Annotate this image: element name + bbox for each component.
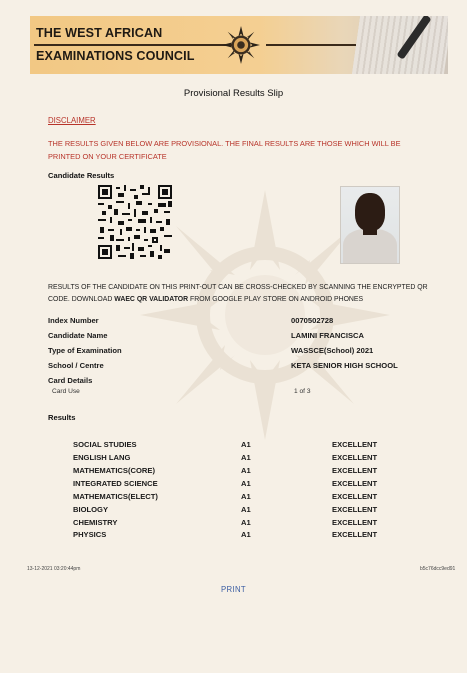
result-remark: EXCELLENT — [332, 479, 378, 488]
verification-text-1: RESULTS OF THE CANDIDATE ON THIS PRINT-OUT CAN BE CROSS-CHECKED BY SCANNING THE ENCRYPTED QR CODE. DOWNLOAD — [48, 284, 428, 303]
index-number-value: 0070502728 — [291, 316, 334, 325]
result-grade: A1 — [241, 505, 251, 514]
card-use-label: Card Use — [52, 388, 80, 395]
banner-rule-right — [266, 44, 356, 46]
result-remark: EXCELLENT — [332, 505, 378, 514]
result-subject: ENGLISH LANG — [73, 453, 131, 462]
verification-note — [48, 282, 428, 305]
school-centre-value: KETA SENIOR HIGH SCHOOL — [291, 361, 398, 370]
candidate-name-label: Candidate Name — [48, 331, 108, 340]
result-grade: A1 — [241, 453, 251, 462]
photo-face — [355, 193, 385, 231]
result-remark: EXCELLENT — [332, 453, 378, 462]
result-row — [73, 530, 393, 542]
validator-app-name: WAEC QR VALIDATOR — [114, 295, 189, 303]
result-remark: EXCELLENT — [332, 466, 378, 475]
exam-type-label: Type of Examination — [48, 346, 122, 355]
result-remark: EXCELLENT — [332, 518, 378, 527]
card-details-label: Card Details — [48, 376, 93, 385]
result-remark: EXCELLENT — [332, 440, 378, 449]
exam-type-value: WASSCE(School) 2021 — [291, 346, 374, 355]
result-row — [73, 479, 393, 491]
disclaimer-text: THE RESULTS GIVEN BELOW ARE PROVISIONAL. THE FINAL RESULTS ARE THOSE WHICH WILL BE PRINTED ON YOUR CERTIFICATE — [48, 139, 401, 161]
page-title: Provisional Results Slip — [183, 88, 284, 99]
result-row — [73, 518, 393, 530]
waec-seal-icon — [222, 26, 260, 64]
card-use-value: 1 of 3 — [294, 388, 311, 395]
result-row — [73, 453, 393, 465]
result-subject: BIOLOGY — [73, 505, 109, 514]
result-subject: CHEMISTRY — [73, 518, 118, 527]
result-subject: SOCIAL STUDIES — [73, 440, 137, 449]
result-subject: MATHEMATICS(CORE) — [73, 466, 155, 475]
result-subject: INTEGRATED SCIENCE — [73, 479, 158, 488]
index-number-label: Index Number — [48, 316, 99, 325]
result-row — [73, 440, 393, 452]
disclaimer-title: DISCLAIMER — [48, 116, 96, 125]
result-row — [73, 466, 393, 478]
candidate-results-label: Candidate Results — [48, 171, 115, 180]
results-label: Results — [48, 413, 76, 422]
result-row — [73, 492, 393, 504]
candidate-name-value: LAMINI FRANCISCA — [291, 331, 364, 340]
result-subject: MATHEMATICS(ELECT) — [73, 492, 158, 501]
banner-title-line1: THE WEST AFRICAN — [36, 26, 163, 40]
waec-banner — [30, 16, 448, 74]
print-timestamp: 13-12-2021 03:20:44pm — [27, 566, 81, 572]
answer-sheet-graphic — [352, 16, 448, 74]
school-centre-label: School / Centre — [48, 361, 104, 370]
result-row — [73, 505, 393, 517]
result-grade: A1 — [241, 479, 251, 488]
result-subject: PHYSICS — [73, 530, 107, 539]
verification-text-2: FROM GOOGLE PLAY STORE ON ANDROID PHONES — [188, 295, 364, 303]
banner-rule — [34, 44, 234, 46]
banner-title-line2: EXAMINATIONS COUNCIL — [36, 49, 195, 63]
result-grade: A1 — [241, 466, 251, 475]
result-remark: EXCELLENT — [332, 492, 378, 501]
qr-code — [98, 185, 172, 259]
result-remark: EXCELLENT — [332, 530, 378, 539]
result-grade: A1 — [241, 530, 251, 539]
result-grade: A1 — [241, 440, 251, 449]
result-grade: A1 — [241, 492, 251, 501]
slip-code: b5c76dcc9ed91 — [420, 566, 456, 572]
candidate-photo — [340, 186, 400, 264]
print-link[interactable]: PRINT — [221, 585, 246, 594]
result-grade: A1 — [241, 518, 251, 527]
